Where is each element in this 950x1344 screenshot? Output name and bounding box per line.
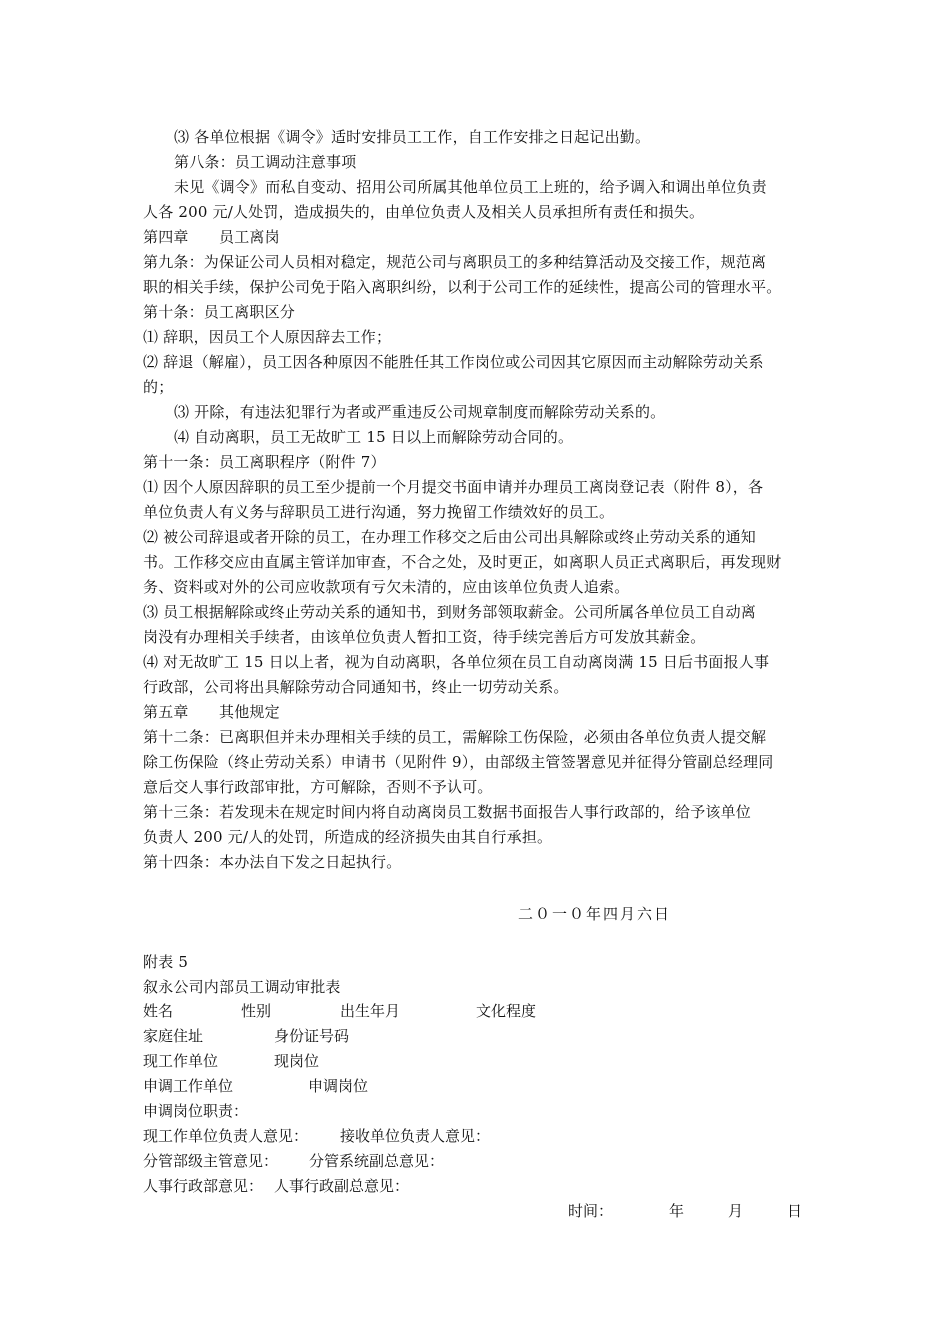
field-label-target-unit: 申调工作单位: [143, 1077, 234, 1095]
field-label-name: 姓名: [143, 1002, 174, 1020]
chapter-5-heading: 第五章 其他规定: [143, 703, 280, 721]
field-label-day: 日: [787, 1202, 803, 1220]
field-label-birth: 出生年月: [340, 1002, 401, 1020]
article-11-heading: 第十一条：员工离职程序（附件 7）: [143, 453, 386, 471]
appendix-title: 叙永公司内部员工调动审批表: [143, 978, 341, 996]
field-label-hr-vp-opinion: 人事行政副总意见：: [274, 1177, 410, 1195]
article-8-text-line-2: 人各 200 元/人处罚，造成损失的，由单位负责人及相关人员承担所有责任和损失。: [143, 203, 705, 221]
article-12-line-3: 意后交人事行政部审批，方可解除，否则不予认可。: [143, 778, 493, 796]
article-11-item-4-line-1: ⑷ 对无故旷工 15 日以上者，视为自动离职，各单位须在员工自动离岗满 15 日后书面报人事: [143, 653, 770, 671]
clause-7-item-3: ⑶ 各单位根据《调令》适时安排员工工作，自工作安排之日起记出勤。: [174, 128, 651, 146]
field-label-hr-opinion: 人事行政部意见：: [143, 1177, 264, 1195]
article-8-heading: 第八条：员工调动注意事项: [174, 153, 357, 171]
field-label-time: 时间：: [568, 1202, 614, 1220]
article-13-line-2: 负责人 200 元/人的处罚，所造成的经济损失由其自行承担。: [143, 828, 553, 846]
article-11-item-2-line-3: 务、资料或对外的公司应收款项有亏欠未清的，应由该单位负责人追索。: [143, 578, 630, 596]
article-10-item-4: ⑷ 自动离职，员工无故旷工 15 日以上而解除劳动合同的。: [174, 428, 574, 446]
article-11-item-2-line-1: ⑵ 被公司辞退或者开除的员工，在办理工作移交之后由公司出具解除或终止劳动关系的通知: [143, 528, 756, 546]
article-9-line-2: 职的相关手续，保护公司免于陷入离职纠纷，以利于公司工作的延续性，提高公司的管理水平。: [143, 278, 782, 296]
article-11-item-1-line-1: ⑴ 因个人原因辞职的员工至少提前一个月提交书面申请并办理员工离岗登记表（附件 8），各: [143, 478, 764, 496]
appendix-label: 附表 5: [143, 953, 189, 971]
article-14: 第十四条：本办法自下发之日起执行。: [143, 853, 402, 871]
chapter-4-heading: 第四章 员工离岗: [143, 228, 280, 246]
article-12-line-1: 第十二条：已离职但并未办理相关手续的员工，需解除工伤保险，必须由各单位负责人提交解: [143, 728, 767, 746]
field-label-address: 家庭住址: [143, 1027, 204, 1045]
field-label-duties: 申调岗位职责：: [143, 1102, 249, 1120]
field-label-vp-opinion: 分管系统副总意见：: [309, 1152, 445, 1170]
article-11-item-4-line-2: 行政部，公司将出具解除劳动合同通知书，终止一切劳动关系。: [143, 678, 569, 696]
article-11-item-2-line-2: 书。工作移交应由直属主管详加审查，不合之处，及时更正，如离职人员正式离职后，再发现财: [143, 553, 782, 571]
field-label-current-unit: 现工作单位: [143, 1052, 219, 1070]
field-label-dept-manager-opinion: 分管部级主管意见：: [143, 1152, 279, 1170]
article-12-line-2: 除工伤保险（终止劳动关系）申请书（见附件 9），由部级主管签署意见并征得分管副总经理同: [143, 753, 774, 771]
article-10-item-2-line-1: ⑵ 辞退（解雇），员工因各种原因不能胜任其工作岗位或公司因其它原因而主动解除劳动关系: [143, 353, 764, 371]
field-label-month: 月: [728, 1202, 744, 1220]
field-label-education: 文化程度: [476, 1002, 537, 1020]
article-10-item-2-line-2: 的；: [143, 378, 174, 396]
field-label-id-number: 身份证号码: [274, 1027, 350, 1045]
article-11-item-1-line-2: 单位负责人有义务与辞职员工进行沟通，努力挽留工作绩效好的员工。: [143, 503, 615, 521]
article-11-item-3-line-1: ⑶ 员工根据解除或终止劳动关系的通知书，到财务部领取薪金。公司所属各单位员工自动离: [143, 603, 756, 621]
article-10-item-3: ⑶ 开除，有违法犯罪行为者或严重违反公司规章制度而解除劳动关系的。: [174, 403, 666, 421]
article-9-line-1: 第九条：为保证公司人员相对稳定，规范公司与离职员工的多种结算活动及交接工作，规范离: [143, 253, 767, 271]
article-10-heading: 第十条：员工离职区分: [143, 303, 296, 321]
field-label-receiving-head-opinion: 接收单位负责人意见：: [340, 1127, 491, 1145]
issue-date: 二０一０年四月六日: [518, 905, 672, 923]
article-13-line-1: 第十三条：若发现未在规定时间内将自动离岗员工数据书面报告人事行政部的，给予该单位: [143, 803, 752, 821]
article-11-item-3-line-2: 岗没有办理相关手续者，由该单位负责人暂扣工资，待手续完善后方可发放其薪金。: [143, 628, 706, 646]
field-label-current-post: 现岗位: [274, 1052, 320, 1070]
field-label-current-head-opinion: 现工作单位负责人意见：: [143, 1127, 309, 1145]
field-label-target-post: 申调岗位: [308, 1077, 369, 1095]
field-label-gender: 性别: [241, 1002, 272, 1020]
field-label-year: 年: [669, 1202, 685, 1220]
article-10-item-1: ⑴ 辞职，因员工个人原因辞去工作；: [143, 328, 392, 346]
article-8-text-line-1: 未见《调令》而私自变动、招用公司所属其他单位员工上班的，给予调入和调出单位负责: [174, 178, 767, 196]
